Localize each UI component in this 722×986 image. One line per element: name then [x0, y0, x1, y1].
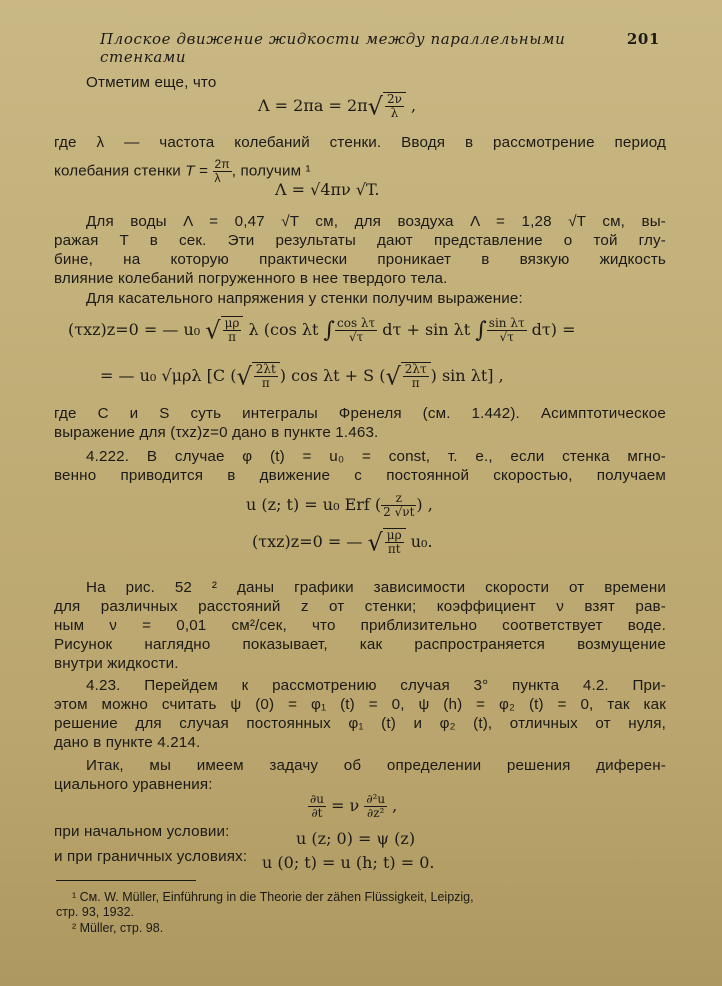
paragraph: где C и S суть интегралы Френеля (см. 1.442). Асимптотическое [54, 405, 666, 422]
paragraph: Для воды Λ = 0,47 √T см, для воздуха Λ = 1,28 √T см, вы- [86, 213, 666, 230]
equation: u (0; t) = u (h; t) = 0. [262, 853, 435, 872]
paragraph: внутри жидкости. [54, 655, 179, 672]
footnote-rule [56, 880, 196, 881]
equation: (τxz)z=0 = — u₀ √ $\frac{\mu\rho}{\pi}$ λ (cos λt ∫ $\frac{\text{cos λτ}}{√\tau}$ dτ + sin λt ∫ $\frac{\text{sin λτ}}{√\tau}$ dτ) = [68, 316, 576, 345]
paragraph: венно приводится в движение с постоянной скоростью, получаем [54, 467, 666, 484]
equation: Λ = 2πa = 2π√ $\frac{2\nu}{\lambda}$ , [258, 92, 417, 121]
paragraph: ным ν = 0,01 см²/сек, что приблизительно соответствует воде. [54, 617, 666, 634]
paragraph: при начальном условии: [54, 823, 230, 840]
equation: u (z; t) = u₀ Erf ( $\frac{z}{2 √\nu t}$ ) , [246, 491, 433, 519]
paragraph: Для касательного напряжения у стенки получим выражение: [86, 290, 523, 307]
paragraph: этом можно считать ψ (0) = φ₁ (t) = 0, ψ (h) = φ₂ (t) = 0, так как [54, 696, 666, 713]
paragraph: На рис. 52 ² даны графики зависимости скорости от времени [86, 579, 666, 596]
running-title: Плоское движение жидкости между параллельными стенками [100, 30, 566, 66]
paragraph: бине, на которую практически проникает в вязкую жидкость [54, 251, 666, 268]
paragraph: решение для случая постоянных φ₁ (t) и φ₂ (t), отличных от нуля, [54, 715, 666, 732]
paragraph: влияние колебаний погруженного в нее твердого тела. [54, 270, 448, 287]
page-number: 201 [626, 30, 660, 48]
paragraph: Рисунок наглядно показывает, как распространяется возмущение [54, 636, 666, 653]
paragraph: дано в пункте 4.214. [54, 734, 201, 751]
paragraph: ражая T в сек. Эти результаты дают представление о той глу- [54, 232, 666, 249]
paragraph: колебания стенки T = $\frac{2\pi}{\lambda}$ , получим ¹ [54, 157, 311, 185]
paragraph: выражение для (τxz)z=0 дано в пункте 1.463. [54, 424, 379, 441]
footnote: ¹ См. W. Müller, Einführung in die Theorie der zähen Flüssigkeit, Leipzig, [72, 890, 474, 904]
paragraph: для различных расстояний z от стенки; коэффициент ν взят рав- [54, 598, 666, 615]
paragraph: циального уравнения: [54, 776, 213, 793]
paragraph: и при граничных условиях: [54, 848, 248, 865]
equation: Λ = √4πν √T. [275, 180, 380, 199]
equation: = — u₀ √μρλ [C (√ $\frac{2\lambda t}{\pi}$ ) cos λt + S (√ $\frac{2\lambda\tau}{\pi}$ ) sin λt] , [100, 362, 504, 391]
equation: u (z; 0) = ψ (z) [296, 829, 416, 848]
footnote: ² Müller, стр. 98. [72, 921, 164, 935]
paragraph: где λ — частота колебаний стенки. Вводя в рассмотрение период [54, 134, 666, 151]
footnote: стр. 93, 1932. [56, 905, 135, 919]
equation: (τxz)z=0 = — √ $\frac{\mu\rho}{\pi t}$ u₀. [252, 528, 433, 557]
equation: $\frac{\partial u}{\partial t}$ = ν $\frac{\text{∂²u}}{\text{∂z²}}$ , [310, 792, 398, 820]
paragraph: 4.23. Перейдем к рассмотрению случая 3° пункта 4.2. При- [86, 677, 666, 694]
running-header [100, 30, 660, 66]
paragraph: 4.222. В случае φ (t) = u₀ = const, т. е., если стенка мгно- [86, 448, 666, 465]
paragraph: Отметим еще, что [86, 74, 217, 91]
paragraph: Итак, мы имеем задачу об определении решения диферен- [86, 757, 666, 774]
